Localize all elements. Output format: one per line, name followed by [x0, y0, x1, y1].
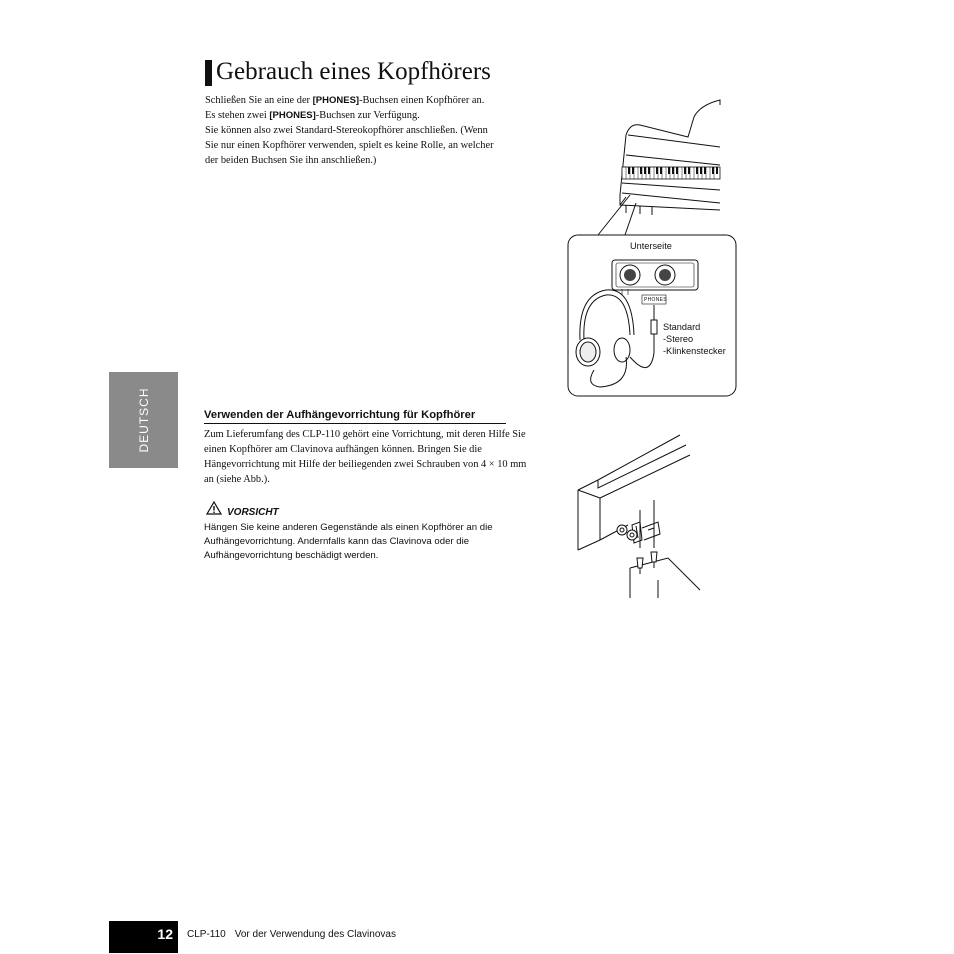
intro-line-2: Es stehen zwei [PHONES]-Buchsen zur Verfügung.: [205, 110, 420, 121]
caution-label: VORSICHT: [227, 507, 279, 518]
intro-line-3: Sie können also zwei Standard-Stereokopfhörer anschließen. (Wenn: [205, 125, 488, 136]
hanger-line-1: Zum Lieferumfang des CLP-110 gehört eine Vorrichtung, mit deren Hilfe Sie: [204, 429, 526, 440]
piano-body: [620, 100, 720, 210]
intro-line-4: Sie nur einen Kopfhörer verwenden, spielt es keine Rolle, an welcher: [205, 140, 494, 151]
title-bar: [205, 60, 212, 86]
plug-label-line-1: Standard: [663, 322, 701, 332]
intro-paragraph: [205, 93, 535, 168]
phones-jack-panel: [612, 260, 698, 295]
page-number: 12: [157, 926, 173, 942]
language-side-tab: [109, 372, 178, 468]
phones-label: [PHONES]: [269, 110, 316, 121]
piano-side-panel: [578, 435, 680, 490]
page-title: Gebrauch eines Kopfhörers: [216, 58, 491, 85]
intro-line-1: Schließen Sie an eine der [PHONES]-Buchsen einen Kopfhörer an.: [205, 95, 485, 106]
plug-label-line-2: -Stereo: [663, 334, 694, 344]
phones-jack-label: PHONES: [644, 297, 667, 303]
caution-line-1: Hängen Sie keine anderen Gegenstände als einen Kopfhörer an die: [204, 522, 493, 533]
language-tab-label: DEUTSCH: [136, 387, 151, 453]
hanger-section-heading: Verwenden der Aufhängevorrichtung für Kopfhörer: [204, 408, 506, 424]
hanger-installation-illustration: [570, 430, 710, 600]
footer-text: [187, 929, 396, 940]
caution-line-2: Aufhängevorrichtung. Andernfalls kann das Clavinova oder die: [204, 536, 470, 547]
piano-keys: [622, 167, 720, 179]
bottom-side-label: Unterseite: [630, 241, 672, 251]
caution-text: [204, 521, 524, 563]
warning-triangle-icon: [206, 501, 222, 515]
hanger-line-3: Hängevorrichtung mit Hilfe der beiliegenden zwei Schrauben von 4 × 10 mm: [204, 459, 527, 470]
hanger-line-2: einen Kopfhörer am Clavinova aufhängen können. Bringen Sie die: [204, 444, 482, 455]
hanger-paragraph: [204, 427, 564, 487]
footer-section: Vor der Verwendung des Clavinovas: [234, 929, 396, 940]
footer-model: CLP-110: [187, 929, 226, 940]
caution-line-3: Aufhängevorrichtung beschädigt werden.: [204, 550, 379, 561]
phones-label: [PHONES]: [312, 95, 360, 106]
intro-line-5: der beiden Buchsen Sie ihn anschließen.): [205, 155, 377, 166]
plug-label: [663, 321, 726, 357]
plug-label-line-3: -Klinkenstecker: [663, 346, 726, 356]
hanger-line-4: an (siehe Abb.).: [204, 474, 270, 485]
